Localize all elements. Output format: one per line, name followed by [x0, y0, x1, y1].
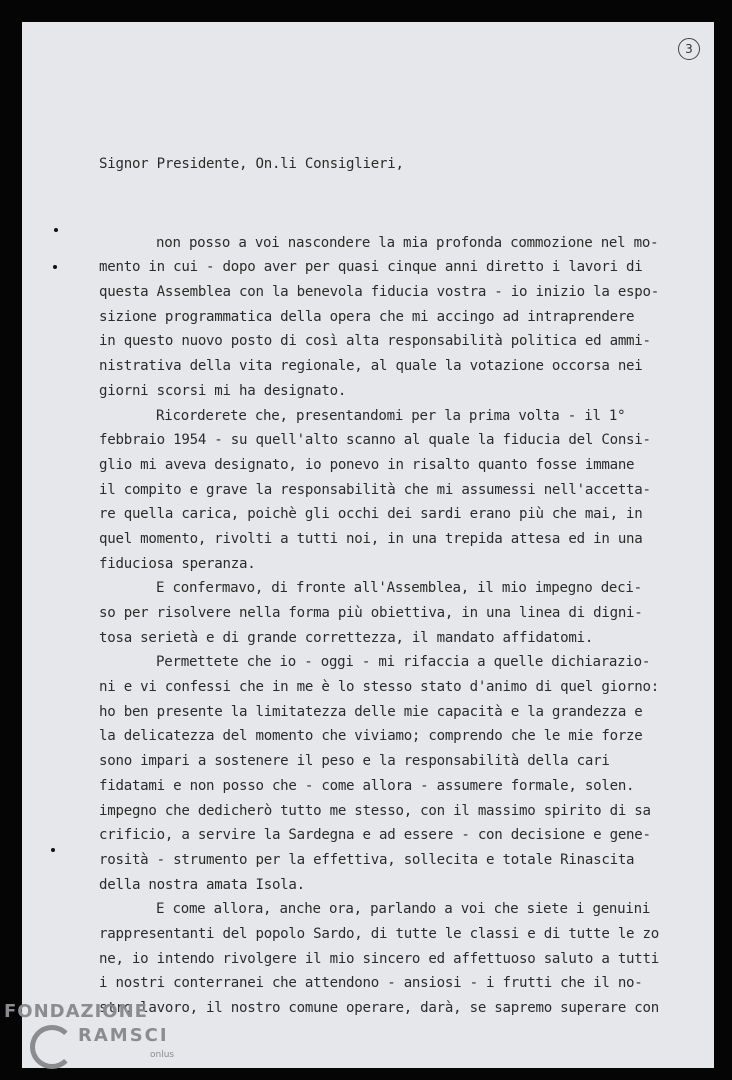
text-line: mento in cui - dopo aver per quasi cinque anni diretto i lavori di	[99, 259, 643, 276]
text-line: impegno che dedicherò tutto me stesso, con il massimo spirito di sa	[99, 802, 651, 819]
text-line: questa Assemblea con la benevola fiducia vostra - io inizio la espo-	[99, 284, 659, 301]
text-line: ho ben presente la limitatezza delle mie capacità e la grandezza e	[99, 703, 643, 720]
margin-mark	[51, 848, 55, 852]
text-line: E come allora, anche ora, parlando a voi che siete i genuini	[156, 901, 651, 918]
text-line: glio mi aveva designato, io ponevo in risalto quanto fosse immane	[99, 456, 635, 473]
text-line: re quella carica, poichè gli occhi dei sardi erano più che mai, in	[99, 506, 643, 523]
text-line: Permettete che io - oggi - mi rifaccia a quelle dichiarazio-	[156, 654, 651, 671]
text-line: tosa serietà e di grande correttezza, il mandato affidatomi.	[99, 629, 594, 646]
text-line: giorni scorsi mi ha designato.	[99, 382, 347, 399]
watermark-g-icon	[30, 1025, 74, 1069]
text-line: rosità - strumento per la effettiva, sollecita e totale Rinascita	[99, 851, 635, 868]
text-line: fiduciosa speranza.	[99, 555, 256, 572]
text-line: sono impari a sostenere il peso e la responsabilità della cari	[99, 753, 610, 770]
text-line: crificio, a servire la Sardegna e ad essere - con decisione e gene-	[99, 827, 651, 844]
text-line: nistrativa della vita regionale, al quale la votazione occorsa nei	[99, 358, 643, 375]
text-line: la delicatezza del momento che viviamo; comprendo che le mie forze	[99, 728, 643, 745]
letter-body	[99, 152, 689, 1021]
text-line: rappresentanti del popolo Sardo, di tutte le classi e di tutte le zo	[99, 925, 659, 942]
text-line: della nostra amata Isola.	[99, 876, 305, 893]
document-page	[22, 22, 714, 1068]
paragraphs	[99, 231, 689, 1021]
margin-mark	[53, 265, 57, 269]
text-line: ne, io intendo rivolgere il mio sincero ed affettuoso saluto a tutti	[99, 950, 659, 967]
watermark-logo-line2: RAMSCI	[78, 1025, 169, 1046]
text-line: non posso a voi nascondere la mia profonda commozione nel mo-	[156, 234, 659, 251]
watermark-logo-line3: onlus	[150, 1050, 175, 1060]
text-line: febbraio 1954 - su quell'alto scanno al quale la fiducia del Consi-	[99, 432, 651, 449]
watermark-logo: FONDAZIONE	[4, 1001, 148, 1022]
text-line: stro lavoro, il nostro comune operare, darà, se sapremo superare con	[99, 1000, 659, 1016]
text-line: quel momento, rivolti a tutti noi, in una trepida attesa ed in una	[99, 530, 643, 547]
text-line: Ricorderete che, presentandomi per la prima volta - il 1°	[156, 407, 626, 424]
page-number: 3	[678, 38, 700, 60]
text-line: il compito e grave la responsabilità che mi assumessi nell'accetta-	[99, 481, 651, 498]
text-line: ni e vi confessi che in me è lo stesso stato d'animo di quel giorno:	[99, 679, 659, 696]
text-line: so per risolvere nella forma più obiettiva, in una linea di digni-	[99, 605, 643, 621]
text-line: fidatami e non posso che - come allora - assumere formale, solen.	[99, 777, 635, 794]
salutation: Signor Presidente, On.li Consiglieri,	[99, 156, 404, 172]
text-line: in questo nuovo posto di così alta responsabilità politica ed ammi-	[99, 333, 651, 350]
text-line: sizione programmatica della opera che mi accingo ad intraprendere	[99, 308, 635, 325]
margin-mark	[54, 228, 58, 232]
text-line: i nostri conterranei che attendono - ansiosi - i frutti che il no-	[99, 975, 643, 992]
text-line: E confermavo, di fronte all'Assemblea, il mio impegno deci-	[156, 580, 642, 597]
